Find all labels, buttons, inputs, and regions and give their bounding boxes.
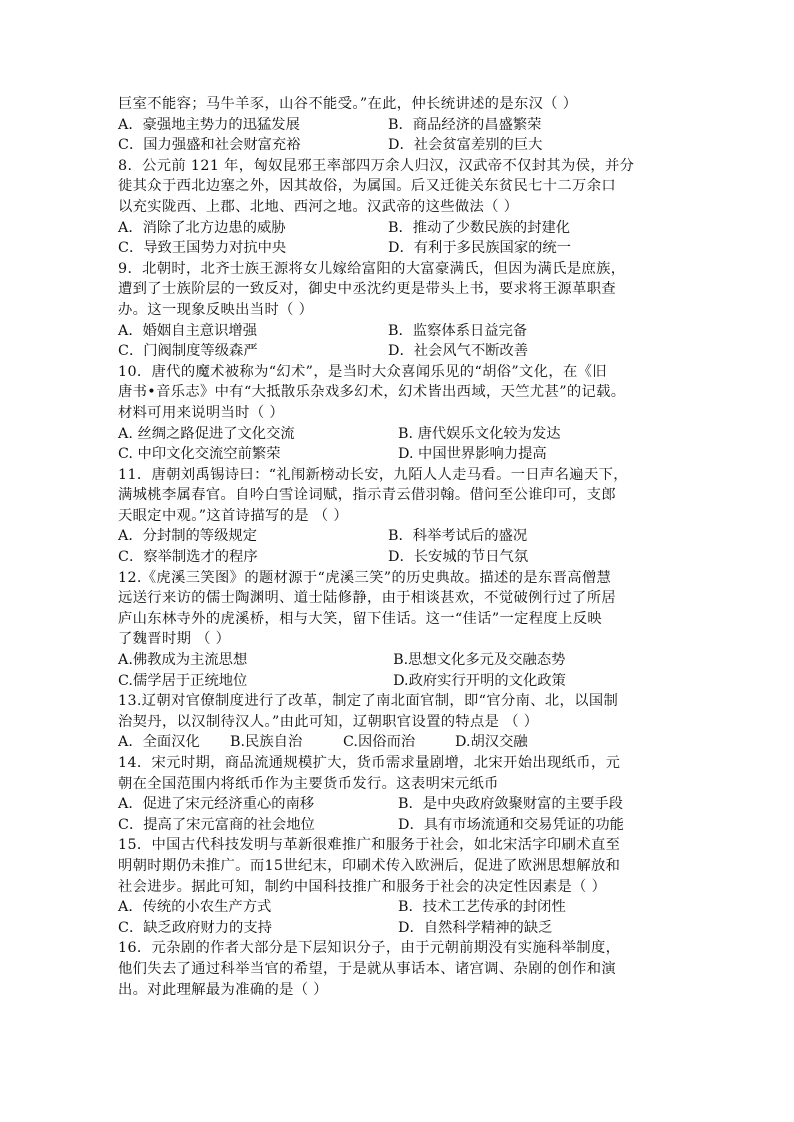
question-10-options-row-2 xyxy=(118,444,678,465)
question-7-options-row-2 xyxy=(118,135,678,156)
question-14-options-row-2 xyxy=(118,815,678,836)
option-a[interactable]: A．传统的小农生产方式 xyxy=(118,899,272,916)
question-12-line-2: 远送行来访的儒士陶渊明、道士陆修静，由于相谈甚欢，不觉破例行过了所居 xyxy=(118,590,616,607)
option-b[interactable]: B.民族自治 xyxy=(230,734,303,751)
question-11-options-row-2 xyxy=(118,547,678,568)
question-15-line-2: 明朝时期仍未推广。而15世纪末，印刷术传入欧洲后，促进了欧洲思想解放和 xyxy=(118,857,621,874)
question-8-options-row-2 xyxy=(118,238,678,259)
question-8-line-1: 8．公元前 121 年，匈奴昆邪王率部四万余人归汉，汉武帝不仅封其为侯，并分 xyxy=(118,157,635,174)
option-d[interactable]: D.政府实行开明的文化政策 xyxy=(393,672,566,689)
option-a[interactable]: A. 丝绸之路促进了文化交流 xyxy=(118,425,295,442)
question-12-options-row-2 xyxy=(118,671,678,692)
question-9-line-3: 办。这一现象反映出当时（ ） xyxy=(118,301,314,318)
option-d[interactable]: D．社会风气不断改善 xyxy=(388,343,529,360)
option-c[interactable]: C．缺乏政府财力的支持 xyxy=(118,919,272,936)
option-b[interactable]: B．是中央政府敛聚财富的主要手段 xyxy=(398,796,623,813)
option-a[interactable]: A．婚姻自主意识增强 xyxy=(118,322,257,339)
question-11-line-3: 天眼定中观。”这首诗描写的是 （ ） xyxy=(118,507,348,524)
option-d[interactable]: D．社会贫富差别的巨大 xyxy=(388,137,543,154)
question-13-line-1: 13.辽朝对官僚制度进行了改革，制定了南北面官制，即“官分南、北，以国制 xyxy=(118,693,619,710)
option-b[interactable]: B．科举考试后的盛况 xyxy=(388,528,528,545)
option-a[interactable]: A．豪强地主势力的迅猛发展 xyxy=(118,116,300,133)
question-12-line-4: 了魏晋时期 （ ） xyxy=(118,631,231,648)
option-b[interactable]: B．监察体系日益完备 xyxy=(388,322,528,339)
option-a[interactable]: A．全面汉化 xyxy=(118,734,200,751)
question-14-options-row-1 xyxy=(118,794,678,815)
option-c[interactable]: C．门阀制度等级森严 xyxy=(118,343,258,360)
option-c[interactable]: C．导致王国势力对抗中央 xyxy=(118,240,287,257)
question-13-options-row xyxy=(118,732,678,753)
option-d[interactable]: D．有利于多民族国家的统一 xyxy=(388,240,572,257)
question-12-line-1: 12.《虎溪三笑图》的题材源于“虎溪三笑”的历史典故。描述的是东晋高僧慧 xyxy=(118,569,612,586)
question-8-options-row-1 xyxy=(118,218,678,239)
option-d[interactable]: D.胡汉交融 xyxy=(455,734,528,751)
question-8-line-2: 徙其众于西北边塞之外，因其故俗，为属国。后又迁徙关东贫民七十二万余口 xyxy=(118,178,616,195)
question-16-line-3: 出。对此理解最为准确的是（ ） xyxy=(118,981,328,998)
question-7-options-row-1 xyxy=(118,115,678,136)
question-8-line-3: 以充实陇西、上郡、北地、西河之地。汉武帝的这些做法（ ） xyxy=(118,198,519,215)
question-15-line-3: 社会进步。据此可知，制约中国科技推广和服务于社会的决定性因素是（ ） xyxy=(118,878,607,895)
question-10-options-row-1 xyxy=(118,424,678,445)
question-15-options-row-2 xyxy=(118,918,678,939)
option-a[interactable]: A.佛教成为主流思想 xyxy=(118,652,248,669)
question-10-line-3: 材料可用来说明当时（ ） xyxy=(118,404,285,421)
question-16-line-2: 他们失去了通过科举当官的希望，于是就从事话本、诸宫调、杂剧的创作和演 xyxy=(118,960,616,977)
question-10-line-1: 10．唐代的魔术被称为“幻术”，是当时大众喜闻乐见的“胡俗”文化，在《旧 xyxy=(118,363,607,380)
option-d[interactable]: D．具有市场流通和交易凭证的功能 xyxy=(398,816,624,833)
option-d[interactable]: D．自然科学精神的缺乏 xyxy=(398,919,553,936)
question-11-line-2: 满城桃李属春官。自吟白雪诠词赋，指示青云借羽翰。借问至公谁印可，支郎 xyxy=(118,487,616,504)
option-c[interactable]: C．察举制选才的程序 xyxy=(118,549,258,566)
exam-page xyxy=(118,94,678,1000)
question-13-line-2: 治契丹，以汉制待汉人。”由此可知，辽朝职官设置的特点是 （ ） xyxy=(118,713,539,730)
option-b[interactable]: B. 唐代娱乐文化较为发达 xyxy=(398,425,561,442)
option-a[interactable]: A．分封制的等级规定 xyxy=(118,528,257,545)
option-c[interactable]: C．提高了宋元富商的社会地位 xyxy=(118,816,315,833)
option-b[interactable]: B．商品经济的昌盛繁荣 xyxy=(388,116,542,133)
option-c[interactable]: C.因俗而治 xyxy=(343,734,416,751)
question-10-line-2: 唐书•音乐志》中有“大抵散乐杂戏多幻术，幻术皆出西域，天竺尤甚”的记载。 xyxy=(118,384,626,401)
question-14-line-1: 14．宋元时期，商品流通规模扩大，货币需求量剧增，北宋开始出现纸币，元 xyxy=(118,755,621,771)
question-15-line-1: 15．中国古代科技发明与革新很难推广和服务于社会，如北宋活字印刷术直至 xyxy=(118,837,621,854)
question-9-line-2: 遭到了士族阶层的一致反对，御史中丞沈约更是带头上书，要求将王源革职查 xyxy=(118,281,616,298)
question-11-options-row-1 xyxy=(118,526,678,547)
question-11-line-1: 11．唐朝刘禹锡诗曰：“礼闱新榜动长安，九陌人人走马看。一日声名遍天下， xyxy=(118,466,628,483)
option-b[interactable]: B．技术工艺传承的封闭性 xyxy=(398,899,566,916)
option-b[interactable]: B．推动了少数民族的封建化 xyxy=(388,219,571,236)
option-c[interactable]: C．国力强盛和社会财富充裕 xyxy=(118,137,301,154)
question-12-options-row-1 xyxy=(118,650,678,671)
question-15-options-row-1 xyxy=(118,897,678,918)
question-9-line-1: 9．北朝时，北齐士族王源将女儿嫁给富阳的大富豪满氏，但因为满氏是庶族， xyxy=(118,260,626,277)
question-7-text: 巨室不能容；马牛羊豕，山谷不能受。”在此，仲长统讲述的是东汉（ ） xyxy=(118,96,578,112)
question-16-line-1: 16．元杂剧的作者大部分是下层知识分子，由于元朝前期没有实施科举制度， xyxy=(118,940,621,957)
option-d[interactable]: D. 中国世界影响力提高 xyxy=(398,446,547,463)
option-a[interactable]: A．促进了宋元经济重心的南移 xyxy=(118,796,315,813)
option-d[interactable]: D．长安城的节日气氛 xyxy=(388,549,529,566)
question-9-options-row-1 xyxy=(118,321,678,342)
option-a[interactable]: A．消除了北方边患的威胁 xyxy=(118,219,286,236)
option-c[interactable]: C. 中印文化交流空前繁荣 xyxy=(118,446,281,463)
question-12-line-3: 庐山东林寺外的虎溪桥，相与大笑，留下佳话。这一“佳话”一定程度上反映 xyxy=(118,610,603,627)
question-14-line-2: 朝在全国范围内将纸币作为主要货币发行。这表明宋元纸币 xyxy=(118,775,499,792)
option-b[interactable]: B.思想文化多元及交融态势 xyxy=(393,652,566,669)
question-9-options-row-2 xyxy=(118,341,678,362)
option-c[interactable]: C.儒学居于正统地位 xyxy=(118,672,248,689)
